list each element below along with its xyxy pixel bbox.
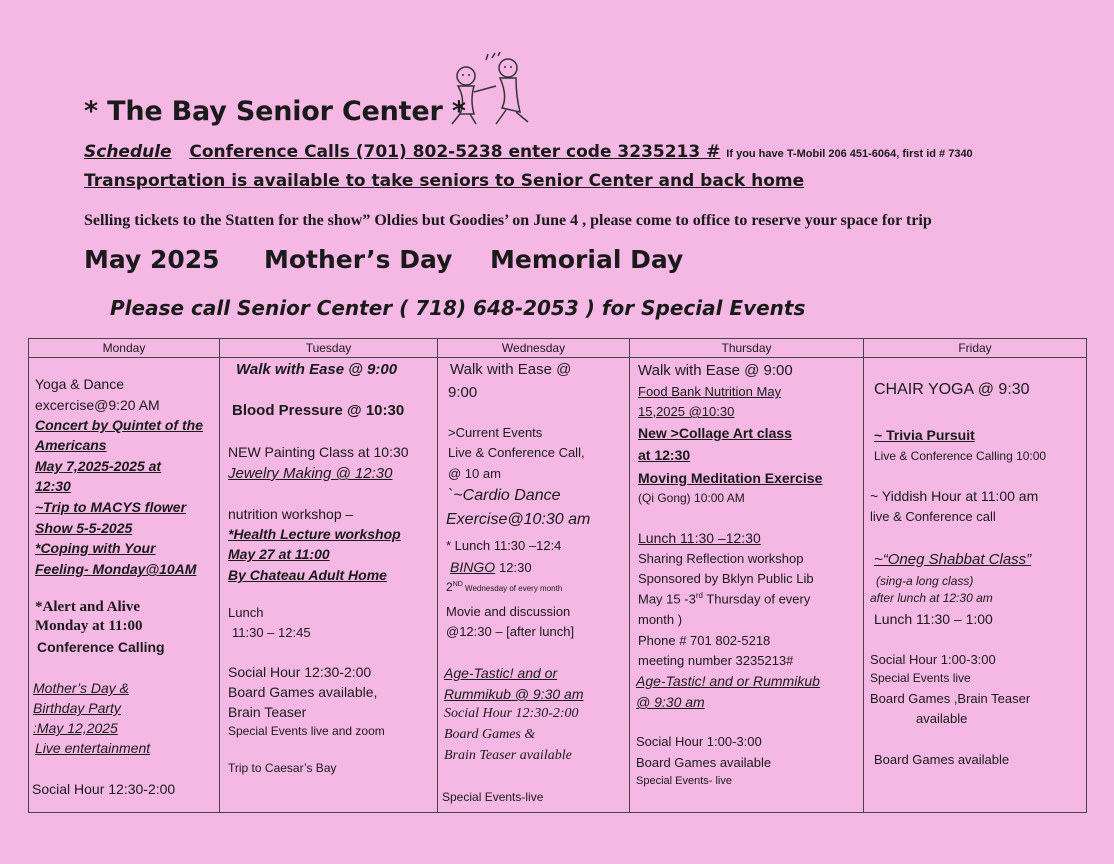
recurrence-text: Thursday of every [702,591,811,607]
list-item: Special Events-live [442,790,544,804]
list-item: Lunch [228,605,264,620]
list-item: Special Events live [870,671,971,685]
thursday-cell [630,358,864,813]
list-item: 11:30 – 12:45 [232,625,311,640]
day-header-friday: Friday [864,339,1087,358]
list-item: Food Bank Nutrition May [638,384,782,399]
mothers-day-heading: Mother’s Day [264,245,453,274]
list-item: Social Hour 12:30-2:00 [444,706,579,721]
list-item: Live & Conference Calling 10:00 [874,449,1047,463]
list-item: Sharing Reflection workshop [638,551,804,566]
list-item: Concert by Quintet of the [35,417,203,433]
list-item: ~“Oneg Shabbat Class” [874,551,1032,568]
list-item: nutrition workshop – [228,506,354,522]
ordinal-suffix: ND [452,581,463,588]
list-item: ~ Trivia Pursuit [874,427,975,443]
list-item: Monday at 11:00 [35,618,143,634]
list-item [638,591,810,606]
list-item: Age-Tastic! and or [444,665,558,681]
list-item: NEW Painting Class at 10:30 [228,444,409,460]
list-item: `~Cardio Dance [448,487,561,504]
list-item: @12:30 – [after lunch] [446,624,575,639]
list-item: Exercise@10:30 am [446,511,591,528]
list-item: May 27 at 11:00 [228,546,330,562]
list-item: Special Events- live [636,775,732,787]
list-item: excercise@9:20 AM [35,397,160,413]
tuesday-cell [220,358,438,813]
list-item: Movie and discussion [446,604,571,619]
list-item: (sing-a long class) [876,574,974,588]
memorial-day-heading: Memorial Day [490,245,684,274]
list-item: Brain Teaser available [444,748,572,763]
list-item: Live & Conference Call, [448,445,585,460]
list-item: @ 9:30 am [636,694,705,710]
list-item: Brain Teaser [228,704,307,720]
list-item [446,580,562,594]
list-item: Conference Calling [37,639,165,655]
list-item: at 12:30 [638,447,691,463]
list-item: Lunch 11:30 – 1:00 [874,611,993,627]
list-item: live & Conference call [870,509,996,524]
list-item: @ 10 am [448,466,501,481]
day-header-wednesday: Wednesday [438,339,630,358]
bingo-label: BINGO [450,559,496,575]
list-item: Board Games ,Brain Teaser [870,691,1031,706]
list-item: ~ Yiddish Hour at 11:00 am [870,488,1039,504]
list-item: (Qi Gong) 10:00 AM [638,491,745,505]
list-item: Age-Tastic! and or Rummikub [636,673,820,689]
list-item: Board Games available [636,755,772,770]
list-item: Live entertainment [35,740,151,756]
list-item: *Coping with Your [35,540,156,556]
wednesday-cell [438,358,630,813]
list-item: Walk with Ease @ [450,361,572,378]
list-item: Show 5-5-2025 [35,520,133,536]
schedule-label: Schedule [84,142,172,162]
tmobile-note: If you have T-Mobil 206 451-6064, first id # 7340 [726,148,973,160]
list-item: May 7,2025-2025 at [35,458,162,474]
list-item: Rummikub @ 9:30 am [444,686,584,702]
list-item: CHAIR YOGA @ 9:30 [874,381,1030,398]
day-header-thursday: Thursday [630,339,864,358]
list-item: Social Hour 1:00-3:00 [870,652,996,667]
ordinal-suffix: rd [695,591,703,600]
list-item: after lunch at 12:30 am [870,591,993,605]
list-item: Mother’s Day & [33,680,129,696]
list-item: Phone # 701 802-5218 [638,633,771,648]
date-text: May 15 -3 [638,591,696,607]
list-item: 9:00 [448,384,478,401]
list-item: Feeling- Monday@10AM [35,561,197,577]
list-item: Blood Pressure @ 10:30 [232,402,405,419]
weekly-schedule-table [28,338,1087,813]
list-item: ~Trip to MACYS flower [35,499,187,515]
list-item: Moving Meditation Exercise [638,470,823,486]
list-item: Social Hour 12:30-2:00 [228,664,372,680]
list-item: Sponsored by Bklyn Public Lib [638,571,814,586]
list-item: 15,2025 @10:30 [638,404,735,419]
month-heading: May 2025 [84,245,220,274]
tickets-note: Selling tickets to the Statten for the show” Oldies but Goodies’ on June 4 , please come to office to reserve your space for trip [84,212,932,229]
list-item: * Lunch 11:30 –12:4 [446,538,562,553]
list-item: available [916,711,968,726]
list-item: Birthday Party [33,700,121,716]
list-item: Social Hour 12:30-2:00 [32,781,176,797]
list-item: *Health Lecture workshop [228,526,401,542]
friday-cell [864,358,1087,813]
list-item: >Current Events [448,425,543,440]
bingo-time: 12:30 [499,560,532,575]
list-item: Walk with Ease @ 9:00 [638,362,793,379]
call-senior-center: Please call Senior Center ( 718) 648-2053 ) for Special Events [110,296,806,320]
day-header-tuesday: Tuesday [220,339,438,358]
list-item: Trip to Caesar’s Bay [228,761,337,775]
list-item: Lunch 11:30 –12:30 [638,530,761,546]
list-item: Yoga & Dance [35,376,124,392]
transportation-note: Transportation is available to take seniors to Senior Center and back home [84,171,805,191]
list-item: By Chateau Adult Home [228,567,387,583]
list-item: month ) [638,612,683,627]
list-item: Social Hour 1:00-3:00 [636,734,762,749]
center-title: * The Bay Senior Center * [84,96,466,127]
list-item: Board Games available [874,752,1010,767]
monday-cell [29,358,220,813]
list-item: Special Events live and zoom [228,724,385,738]
list-item: Jewelry Making @ 12:30 [228,465,393,482]
list-item: New >Collage Art class [638,425,792,441]
day-header-monday: Monday [29,339,220,358]
list-item: Board Games available, [228,684,378,700]
list-item: Walk with Ease @ 9:00 [236,361,398,378]
conference-calls: Conference Calls (701) 802-5238 enter code 3235213 # [189,142,721,162]
schedule-line [84,142,973,162]
list-item: 12:30 [35,478,71,494]
list-item: Board Games & [444,727,536,742]
list-item: :May 12,2025 [33,720,118,736]
ordinal-number: 2 [446,580,453,594]
list-item: Americans [35,437,107,453]
list-item: *Alert and Alive [35,599,140,615]
ordinal-text: Wednesday of every month [462,584,563,593]
list-item: meeting number 3235213# [638,653,794,668]
list-item [450,559,532,575]
